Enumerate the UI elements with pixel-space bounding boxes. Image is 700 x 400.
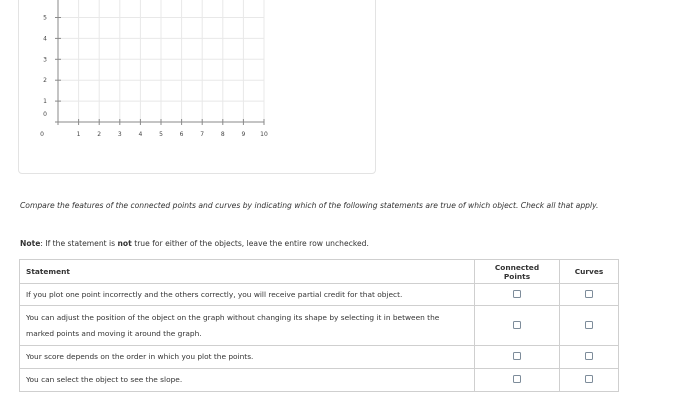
y-tick-label: 2	[43, 77, 47, 85]
table-header-row	[20, 260, 619, 284]
x-tick-label: 5	[159, 131, 163, 138]
origin-y-label: 0	[43, 111, 47, 118]
x-tick-label: 0	[40, 131, 44, 138]
x-tick-label: 8	[220, 131, 225, 138]
x-tick-label: 4	[138, 131, 143, 138]
curves-cell	[560, 284, 619, 306]
curves-checkbox[interactable]	[585, 375, 593, 383]
statement-cell: You can select the object to see the slope.	[20, 369, 475, 392]
x-tick-label: 1	[76, 131, 81, 138]
curves-cell	[560, 369, 619, 392]
curves-cell	[560, 346, 619, 369]
note-emphasis: not	[117, 239, 132, 248]
statement-cell: If you plot one point incorrectly and the others correctly, you will receive partial credit for that object.	[20, 284, 475, 306]
y-tick-label: 4	[43, 35, 47, 43]
curves-checkbox[interactable]	[585, 321, 593, 329]
note-suffix: true for either of the objects, leave the entire row unchecked.	[131, 239, 369, 248]
x-tick-label: 10	[260, 131, 268, 138]
table-row	[20, 369, 619, 392]
connected-points-cell	[475, 284, 560, 306]
x-tick-label: 7	[200, 131, 205, 138]
statement-cell: Your score depends on the order in which you plot the points.	[20, 346, 475, 369]
connected-points-checkbox[interactable]	[513, 375, 521, 383]
connected-points-header: Connected Points	[475, 260, 560, 284]
connected-points-checkbox[interactable]	[513, 290, 521, 298]
x-tick-label: 9	[241, 131, 246, 138]
curves-checkbox[interactable]	[585, 290, 593, 298]
statement-header: Statement	[20, 260, 475, 284]
y-tick-label: 1	[43, 98, 47, 106]
x-tick-label: 3	[117, 131, 122, 138]
table-row	[20, 284, 619, 306]
note-text	[20, 239, 620, 248]
note-label: Note	[20, 239, 41, 248]
table-row	[20, 346, 619, 369]
graph-canvas[interactable]	[19, 0, 375, 173]
statements-table	[19, 259, 619, 392]
connected-points-cell	[475, 306, 560, 346]
y-tick-label: 5	[43, 14, 47, 22]
x-tick-label: 6	[179, 131, 184, 138]
connected-points-cell	[475, 369, 560, 392]
y-tick-label: 3	[43, 56, 47, 64]
connected-points-checkbox[interactable]	[513, 321, 521, 329]
note-prefix: : If the statement is	[40, 239, 118, 248]
connected-points-cell	[475, 346, 560, 369]
curves-checkbox[interactable]	[585, 352, 593, 360]
graph-panel	[18, 0, 376, 174]
curves-header: Curves	[560, 260, 619, 284]
connected-points-checkbox[interactable]	[513, 352, 521, 360]
statement-cell: You can adjust the position of the object on the graph without changing its shape by selecting it in between the marked points and moving it around the graph.	[20, 306, 475, 346]
curves-cell	[560, 306, 619, 346]
instructions-text: Compare the features of the connected points and curves by indicating which of the following statements are true of which object. Check all that apply.	[20, 201, 599, 210]
table-row	[20, 306, 619, 346]
x-tick-label: 2	[97, 131, 102, 138]
